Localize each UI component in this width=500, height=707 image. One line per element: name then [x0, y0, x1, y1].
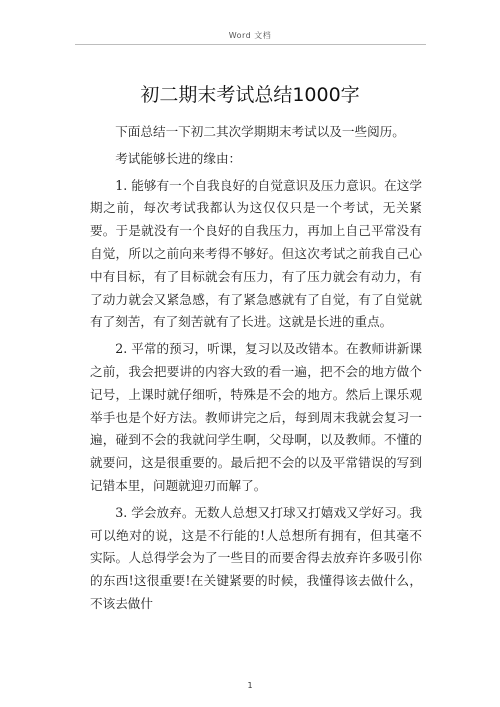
- paragraph-point-1: 1. 能够有一个自我良好的自觉意识及压力意识。在这学期之前，每次考试我都认为这仅仅只是一个考试，无关紧要。于是就没有一个良好的自我压力，再加上自己平常没有自觉，所以之前向来考得不够好。但这次考试之前我自己心中有目标，有了目标就会有压力，有了压力就会有动力，有了动力就会又紧急感，有了紧急感就有了自觉，有了自觉就有了刻苦，有了刻苦就有了长进。这就是长进的重点。: [90, 177, 422, 330]
- page-number: 1: [247, 681, 253, 690]
- paragraph-reasons-heading: 考试能够长进的缘由：: [115, 150, 242, 166]
- document-body: [90, 121, 422, 620]
- document-title: 初二期末考试总结1000字: [140, 84, 360, 106]
- header-divider: [75, 44, 426, 45]
- paragraph-intro: 下面总结一下初二其次学期期末考试以及一些阅历。: [115, 124, 405, 139]
- paragraph-point-3: 3. 学会放弃。无数人总想又打球又打嬉戏又学好习。我可以绝对的说，这是不行能的!人总想所有拥有，但其毫不实际。人总得学会为了一些目的而要舍得去放弃许多吸引你的东西!这很重要!在关键紧要的时候，我懂得该去做什么，不该去做什: [90, 504, 422, 611]
- page-header: Word 文档: [228, 31, 272, 40]
- paragraph-point-2: 2. 平常的预习，听课，复习以及改错本。在教师讲新课之前，我会把要讲的内容大致的看一遍，把不会的地方做个记号，上课时就仔细听，特殊是不会的地方。然后上课乐观举手也是个好方法。教师讲完之后，每到周末我就会复习一遍，碰到不会的我就问学生啊，父母啊，以及教师。不懂的就要问，这是很重要的。最后把不会的以及平常错误的写到记错本里，问题就迎刃而解了。: [90, 341, 422, 493]
